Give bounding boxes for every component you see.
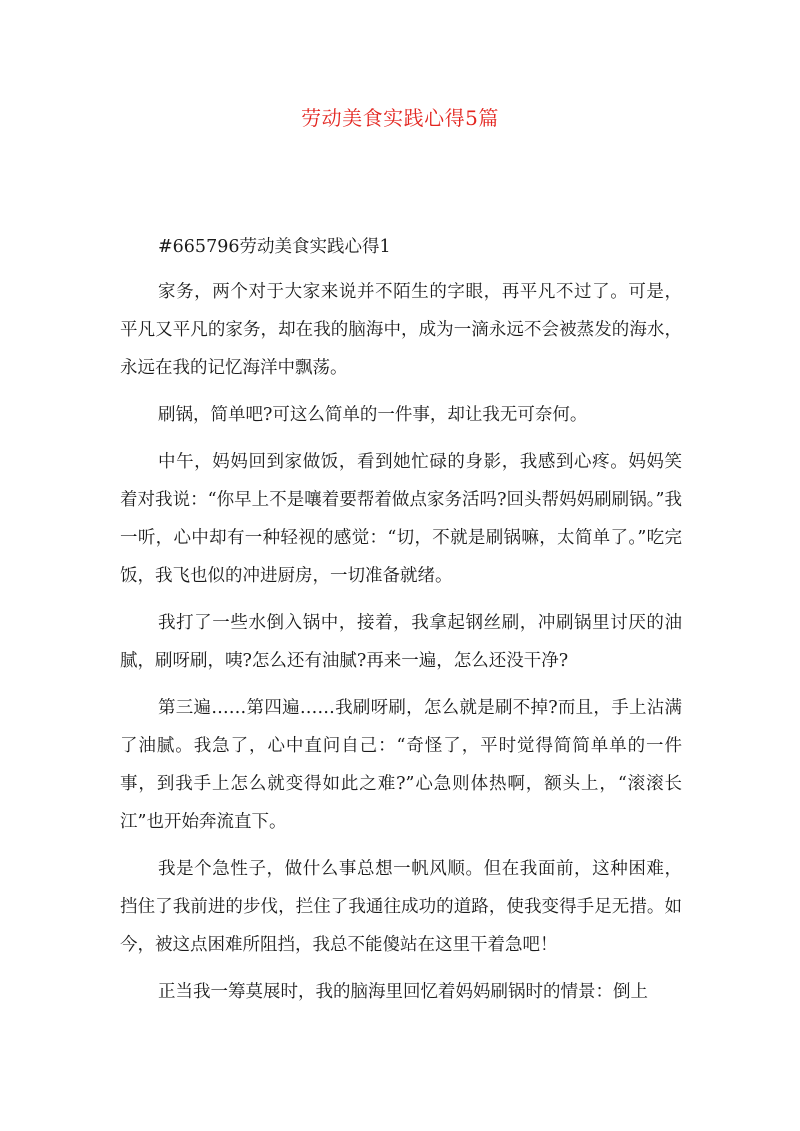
paragraph-2: 刷锅，简单吧?可这么简单的一件事，却让我无可奈何。 — [158, 405, 588, 425]
paragraph-4: 我打了一些水倒入锅中，接着，我拿起钢丝刷，冲刷锅里讨厌的油腻，刷呀刷，咦?怎么还有油腻?再来一遍，怎么还没干净? — [120, 613, 682, 671]
paragraph-6: 我是个急性子，做什么事总想一帆风顺。但在我面前，这种困难，挡住了我前进的步伐，拦住了我通往成功的道路，使我变得手足无措。如今，被这点困难所阻挡，我总不能傻站在这里干着急吧！ — [120, 859, 682, 955]
paragraph-5: 第三遍……第四遍……我刷呀刷，怎么就是刷不掉?而且，手上沾满了油腻。我急了，心中直问自己：“奇怪了，平时觉得简简单单的一件事，到我手上怎么就变得如此之难?”心急则体热啊，额头上，“滚滚长江”也开始奔流直下。 — [120, 698, 682, 832]
paragraph-1: 家务，两个对于大家来说并不陌生的字眼，再平凡不过了。可是，平凡又平凡的家务，却在我的脑海中，成为一滴永远不会被蒸发的海水，永远在我的记忆海洋中飘荡。 — [120, 282, 682, 378]
paragraph-7: 正当我一筹莫展时，我的脑海里回忆着妈妈刷锅时的情景：倒上 — [158, 982, 648, 1002]
paragraph-3: 中午，妈妈回到家做饭，看到她忙碌的身影，我感到心疼。妈妈笑着对我说：“你早上不是嚷着要帮着做点家务活吗?回头帮妈妈刷刷锅。”我一听，心中却有一种轻视的感觉：“切，不就是刷锅嘛，太简单了。”吃完饭，我飞也似的冲进厨房，一切准备就绪。 — [120, 452, 682, 586]
document-title: 劳动美食实践心得5篇 — [301, 106, 499, 130]
section-heading: #665796劳动美食实践心得1 — [158, 237, 391, 257]
document-body — [120, 232, 682, 1020]
